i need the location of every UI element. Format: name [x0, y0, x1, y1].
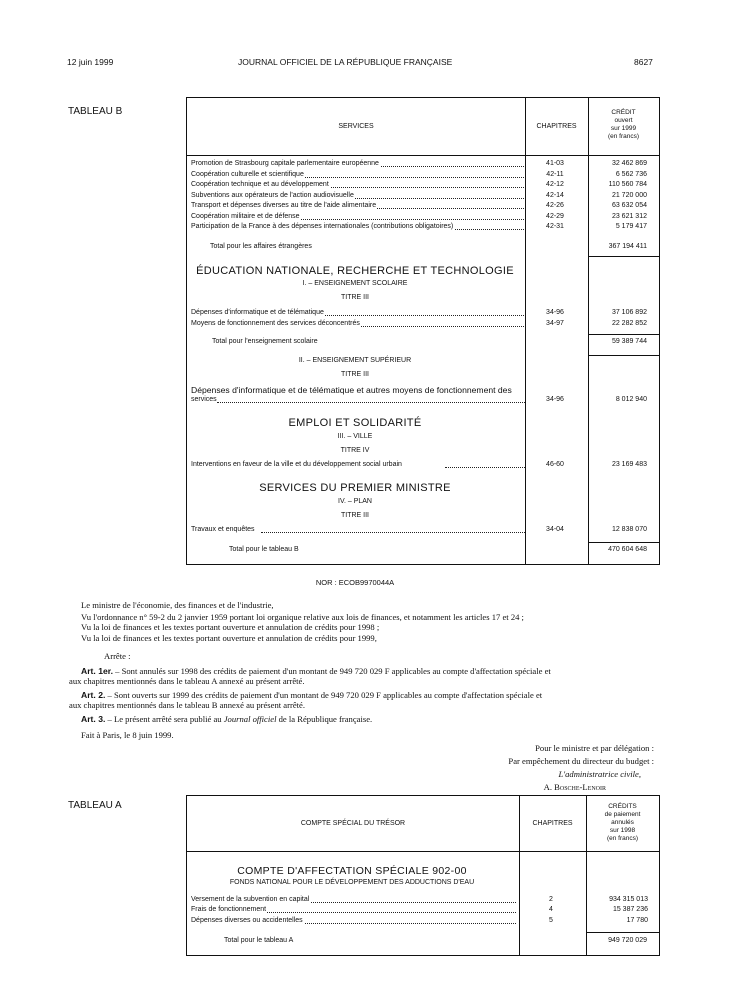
fait-a-paris: Fait à Paris, le 8 juin 1999.	[81, 730, 174, 740]
row-label: Total pour l'enseignement scolaire	[212, 338, 318, 345]
row-label: Versement de la subvention en capital	[191, 895, 310, 905]
superieur-row	[191, 395, 658, 405]
row-chapitre: 34-04	[546, 526, 564, 533]
arrete-heading: Arrête :	[104, 651, 131, 661]
row-label: Dépenses d'informatique et de télématique	[191, 308, 325, 318]
subsection-fonds-national: FONDS NATIONAL POUR LE DÉVELOPPEMENT DES ADDUCTIONS D'EAU	[229, 879, 475, 886]
row-chapitre: 2	[549, 896, 553, 903]
table-row	[191, 159, 658, 169]
ville-row	[191, 460, 658, 470]
row-amount: 32 462 869	[611, 160, 647, 167]
row-amount: 23 169 483	[611, 461, 647, 468]
table-row	[191, 905, 658, 915]
subsection-plan: IV. – PLAN	[338, 498, 372, 505]
row-amount: 5 179 417	[615, 223, 647, 230]
header-page-number: 8627	[634, 57, 653, 67]
table-row	[191, 201, 658, 211]
table-row	[191, 222, 658, 232]
col-header-credit: CRÉDIT ouvert sur 1999 (en francs)	[607, 109, 640, 140]
table-row	[191, 170, 658, 180]
row-amount: 367 194 411	[608, 243, 647, 250]
visa-paragraph: Vu la loi de finances et les textes portant ouverture et annulation de crédits pour 1999,	[81, 633, 377, 643]
row-label: Dépenses diverses ou accidentelles	[191, 916, 304, 926]
nor-reference: NOR : ECOB9970044A	[315, 578, 395, 587]
signature-line: Pour le ministre et par délégation :	[535, 743, 654, 753]
row-amount: 949 720 029	[608, 937, 647, 944]
row-amount: 21 720 000	[611, 191, 647, 199]
header-date: 12 juin 1999	[67, 57, 114, 67]
article-3: Art. 3. – Le présent arrêté sera publié au Journal officiel de la République française.	[81, 714, 373, 724]
table-row	[191, 308, 658, 318]
section-premier-ministre-title: SERVICES DU PREMIER MINISTRE	[259, 482, 451, 494]
leader-dots	[217, 395, 525, 403]
col-header-chapitres: CHAPITRES	[532, 820, 573, 827]
row-chapitre: 5	[549, 916, 553, 924]
row-amount: 470 604 648	[608, 546, 647, 553]
article-2-cont: aux chapitres mentionnés dans le tableau B annexé au présent arrêté.	[69, 700, 305, 710]
row-amount: 15 387 236	[612, 906, 648, 914]
total-scolaire-row	[212, 337, 658, 347]
row-chapitre: 34-96	[546, 309, 564, 316]
row-chapitre: 42-12	[546, 181, 564, 188]
header-journal-title: JOURNAL OFFICIEL DE LA RÉPUBLIQUE FRANÇAISE	[238, 57, 453, 67]
row-label: Moyens de fonctionnement des services déconcentrés	[191, 319, 361, 329]
row-amount: 63 632 054	[611, 202, 647, 209]
row-chapitre: 42-29	[546, 212, 564, 220]
row-amount: 934 315 013	[609, 896, 648, 903]
titre-iii-label: TITRE III	[341, 294, 369, 301]
row-amount: 37 106 892	[611, 309, 647, 316]
table-row	[191, 916, 658, 926]
article-1: Art. 1er. – Sont annulés sur 1998 des crédits de paiement d'un montant de 949 720 029 F applicables au compte d'affectation spéciale et	[81, 666, 551, 676]
visa-paragraph: Vu l'ordonnance n° 59-2 du 2 janvier 1959 portant loi organique relative aux lois de finances, et notamment les articles 17 et 24 ;	[81, 612, 524, 622]
article-2: Art. 2. – Sont ouverts sur 1999 des crédits de paiement d'un montant de 949 720 029 F applicables au compte d'affectation spéciale et	[81, 690, 543, 700]
row-chapitre: 46-60	[546, 461, 564, 468]
tableau-b-caption: TABLEAU B	[68, 106, 123, 117]
row-label: Subventions aux opérateurs de l'action audiovisuelle	[191, 191, 355, 201]
row-chapitre: 42-31	[546, 223, 564, 230]
subsection-scolaire: I. – ENSEIGNEMENT SCOLAIRE	[302, 280, 408, 287]
row-label: Participation de la France à des dépenses internationales (contributions obligatoires)	[191, 222, 454, 232]
leader-dots	[445, 460, 525, 468]
superieur-row-line1: Dépenses d'informatique et de télématique et autres moyens de fonctionnement des	[191, 385, 512, 395]
signatory-name: A. Bosche-Lenoir	[543, 782, 606, 792]
titre-iii-label: TITRE III	[341, 512, 369, 519]
row-chapitre: 42-14	[546, 191, 564, 199]
signature-line: Par empêchement du directeur du budget :	[508, 756, 654, 766]
col-header-credits: CRÉDITS de paiement annulés sur 1998 (en francs)	[604, 803, 641, 842]
row-label: Frais de fonctionnement	[191, 905, 267, 915]
row-label: Transport et dépenses diverses au titre de l'aide alimentaire	[191, 201, 377, 211]
row-amount: 6 562 736	[615, 170, 647, 178]
col-header-compte: COMPTE SPÉCIAL DU TRÉSOR	[300, 820, 406, 827]
titre-iii-label: TITRE III	[341, 371, 369, 378]
row-amount: 110 560 784	[608, 181, 647, 188]
subsection-ville: III. – VILLE	[337, 433, 373, 440]
row-amount: 17 780	[626, 916, 648, 924]
article-1-cont: aux chapitres mentionnés dans le tableau A annexé au présent arrêté.	[69, 676, 305, 686]
row-amount: 8 012 940	[615, 396, 647, 403]
total-tableau-a-row	[224, 936, 658, 946]
col-header-chapitres: CHAPITRES	[536, 123, 577, 130]
row-label: Coopération technique et au développement	[191, 180, 330, 190]
table-row	[191, 319, 658, 329]
section-compte-affectation: COMPTE D'AFFECTATION SPÉCIALE 902-00	[237, 865, 467, 877]
row-chapitre: 41-03	[546, 160, 564, 167]
total-affaires-etrangeres-row	[210, 242, 658, 252]
table-row	[191, 895, 658, 905]
row-label: Interventions en faveur de la ville et du développement social urbain	[191, 461, 402, 468]
row-chapitre: 34-97	[546, 319, 564, 327]
section-emploi-title: EMPLOI ET SOLIDARITÉ	[288, 417, 422, 429]
row-chapitre: 42-11	[546, 170, 564, 178]
row-amount: 23 621 312	[611, 212, 647, 220]
row-chapitre: 42-26	[546, 202, 564, 209]
row-label: Travaux et enquêtes	[191, 526, 255, 533]
signature-title: L'administratrice civile,	[558, 769, 641, 779]
row-label: Coopération militaire et de défense	[191, 212, 301, 222]
table-row	[191, 212, 658, 222]
row-label: Total pour les affaires étrangères	[210, 243, 312, 250]
leader-dots	[261, 525, 525, 533]
row-amount: 59 389 744	[611, 338, 647, 345]
row-amount: 22 282 852	[611, 319, 647, 327]
col-header-services: SERVICES	[338, 123, 374, 130]
row-label: Promotion de Strasbourg capitale parlementaire européenne	[191, 159, 380, 169]
row-chapitre: 4	[549, 906, 553, 914]
titre-iv-label: TITRE IV	[340, 447, 370, 454]
row-label: Total pour le tableau A	[224, 937, 294, 944]
visa-paragraph: Le ministre de l'économie, des finances et de l'industrie,	[81, 600, 274, 610]
row-chapitre: 34-96	[546, 396, 564, 403]
section-education-title: ÉDUCATION NATIONALE, RECHERCHE ET TECHNOLOGIE	[196, 265, 514, 277]
table-row	[191, 191, 658, 201]
row-label: services	[191, 396, 217, 403]
total-tableau-b-row	[229, 545, 658, 555]
row-label: Total pour le tableau B	[229, 546, 299, 553]
table-row	[191, 180, 658, 190]
visa-paragraph: Vu la loi de finances et les textes portant ouverture et annulation de crédits pour 1998 ;	[81, 622, 380, 632]
subsection-superieur: II. – ENSEIGNEMENT SUPÉRIEUR	[298, 357, 412, 364]
row-label: Coopération culturelle et scientifique	[191, 170, 305, 180]
tableau-a-caption: TABLEAU A	[68, 800, 122, 811]
row-amount: 12 838 070	[611, 526, 647, 533]
plan-row	[191, 525, 658, 535]
